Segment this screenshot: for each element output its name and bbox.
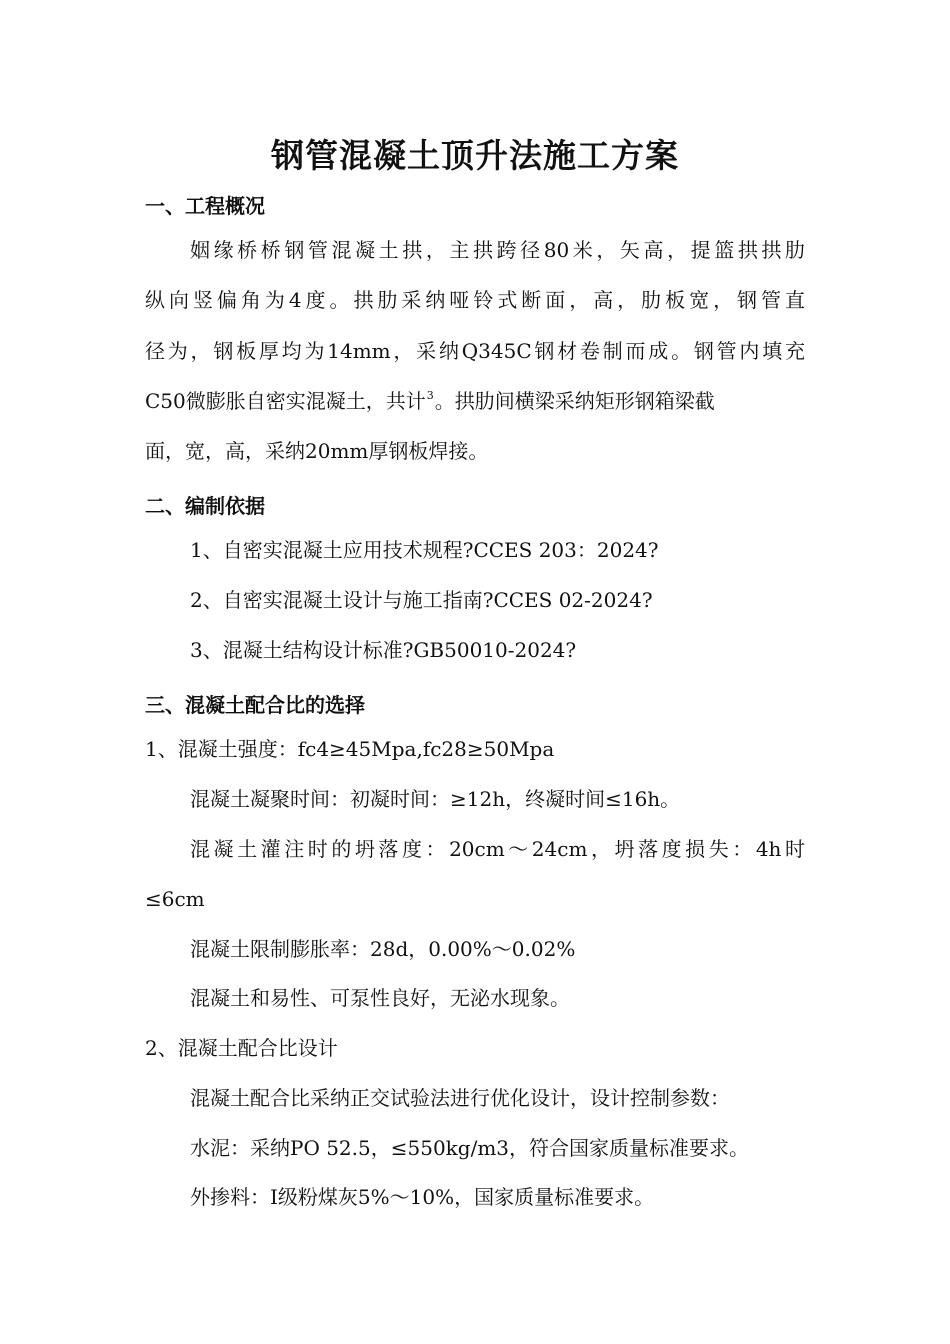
paragraph-line: 混凝土配合比采纳正交试验法进行优化设计，设计控制参数：: [190, 1086, 730, 1110]
paragraph-line: ≤6cm: [145, 887, 205, 911]
paragraph-line: 径为，钢板厚均为14mm，采纳Q345C钢材卷制而成。钢管内填充: [145, 339, 805, 363]
paragraph-line: 外掺料：Ⅰ级粉煤灰5%～10%，国家质量标准要求。: [190, 1185, 655, 1209]
subsection-heading: 2、混凝土配合比设计: [145, 1036, 338, 1060]
section-heading-overview: 一、工程概况: [145, 194, 265, 218]
paragraph-line: 面，宽，高，采纳20mm厚钢板焊接。: [145, 439, 489, 463]
paragraph-line: 混凝土灌注时的坍落度：20cm～24cm，坍落度损失：4h时: [190, 837, 805, 861]
list-item: 3、混凝土结构设计标准?GB50010-2024?: [190, 638, 577, 662]
superscript: 3: [426, 389, 434, 402]
list-item: 2、自密实混凝土设计与施工指南?CCES 02-2024?: [190, 588, 653, 612]
section-heading-basis: 二、编制依据: [145, 494, 265, 518]
document-title: 钢管混凝土顶升法施工方案: [271, 136, 679, 175]
paragraph-line: 混凝土和易性、可泵性良好，无泌水现象。: [190, 986, 570, 1010]
paragraph-text: 。拱肋间横梁采纳矩形钢箱梁截: [434, 389, 715, 413]
paragraph-line: 姻缘桥桥钢管混凝土拱，主拱跨径80米，矢高，提篮拱拱肋: [190, 238, 805, 262]
paragraph-line: 水泥：采纳PO 52.5，≤550kg/m3，符合国家质量标准要求。: [190, 1136, 750, 1160]
paragraph-line: 混凝土凝聚时间：初凝时间：≥12h，终凝时间≤16h。: [190, 787, 681, 811]
subsection-heading: 1、混凝土强度：fc4≥45Mpa,fc28≥50Mpa: [145, 737, 555, 761]
paragraph-line: 混凝土限制膨胀率：28d，0.00%～0.02%: [190, 937, 576, 961]
paragraph-text: C50微膨胀自密实混凝土，共计: [145, 389, 426, 413]
paragraph-line: 纵向竖偏角为4度。拱肋采纳哑铃式断面，高，肋板宽，钢管直: [145, 288, 805, 312]
paragraph-line: [145, 391, 715, 411]
list-item: 1、自密实混凝土应用技术规程?CCES 203：2024?: [190, 538, 659, 562]
section-heading-mix: 三、混凝土配合比的选择: [145, 693, 365, 717]
